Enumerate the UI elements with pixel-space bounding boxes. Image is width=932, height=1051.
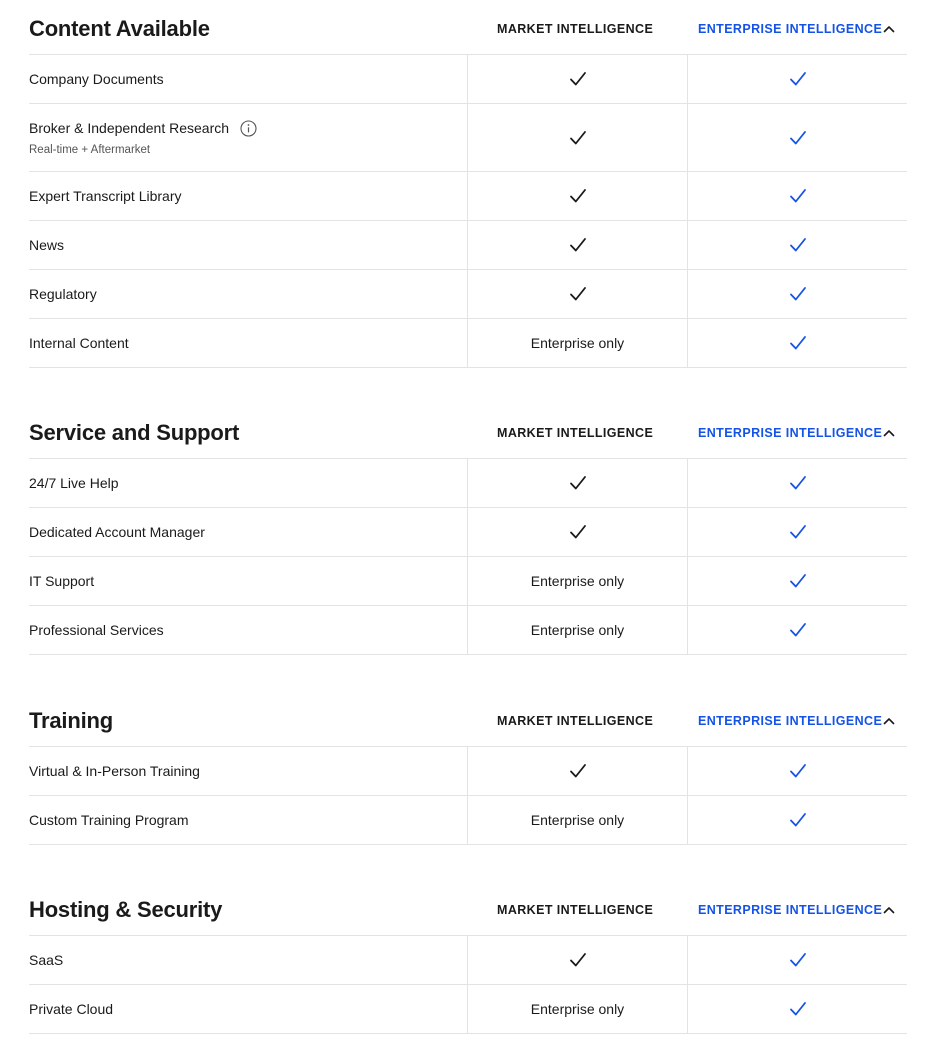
- feature-label: Broker & Independent Research: [29, 120, 230, 136]
- table-row: [29, 936, 907, 985]
- enterprise-intelligence-cell: [687, 557, 907, 605]
- column-header-market-intelligence: MARKET INTELLIGENCE: [497, 714, 654, 728]
- enterprise-intelligence-cell: [687, 796, 907, 844]
- comparison-section: [29, 692, 907, 845]
- check-icon: [789, 524, 807, 540]
- table-row: [29, 319, 907, 368]
- table-row: [29, 508, 907, 557]
- check-icon: [569, 286, 587, 302]
- feature-label: Professional Services: [29, 622, 164, 638]
- enterprise-intelligence-cell: [687, 55, 907, 103]
- market-intelligence-cell: [467, 508, 687, 556]
- feature-label-line: [29, 812, 467, 828]
- check-icon: [789, 130, 807, 146]
- comparison-section: [29, 881, 907, 1034]
- check-icon: [789, 286, 807, 302]
- check-icon: [569, 71, 587, 87]
- table-row: [29, 557, 907, 606]
- column-header-market-intelligence: MARKET INTELLIGENCE: [497, 426, 654, 440]
- feature-label-line: [29, 335, 467, 351]
- table-row: [29, 747, 907, 796]
- section-title: Service and Support: [29, 420, 240, 445]
- section-header: [29, 692, 907, 747]
- feature-label: IT Support: [29, 573, 95, 589]
- market-intelligence-cell: [467, 55, 687, 103]
- feature-cell: [29, 557, 467, 605]
- column-header-enterprise-intelligence: ENTERPRISE INTELLIGENCE: [698, 903, 883, 917]
- enterprise-intelligence-cell: [687, 172, 907, 220]
- enterprise-only-text: Enterprise only: [530, 573, 625, 589]
- check-icon: [789, 335, 807, 351]
- check-icon: [569, 237, 587, 253]
- collapse-chevron-up-icon[interactable]: [881, 713, 897, 729]
- feature-label-line: [29, 188, 467, 204]
- enterprise-intelligence-cell: [687, 104, 907, 171]
- feature-label: Internal Content: [29, 335, 129, 351]
- table-row: [29, 796, 907, 845]
- check-icon: [789, 812, 807, 828]
- section-title: Content Available: [29, 16, 210, 41]
- feature-cell: [29, 985, 467, 1033]
- market-intelligence-cell: [467, 104, 687, 171]
- check-icon: [789, 573, 807, 589]
- feature-cell: [29, 606, 467, 654]
- feature-label: Company Documents: [29, 71, 164, 87]
- column-header-enterprise-intelligence: ENTERPRISE INTELLIGENCE: [698, 426, 883, 440]
- enterprise-intelligence-cell: [687, 459, 907, 507]
- feature-label-line: [29, 120, 467, 137]
- enterprise-intelligence-cell: [687, 221, 907, 269]
- table-row: [29, 172, 907, 221]
- feature-label: Virtual & In-Person Training: [29, 763, 200, 779]
- market-intelligence-cell: [467, 172, 687, 220]
- table-row: [29, 985, 907, 1034]
- feature-label: Expert Transcript Library: [29, 188, 182, 204]
- enterprise-intelligence-cell: [687, 270, 907, 318]
- feature-label: Dedicated Account Manager: [29, 524, 205, 540]
- market-intelligence-cell: [467, 747, 687, 795]
- enterprise-only-text: Enterprise only: [530, 812, 625, 828]
- table-row: [29, 55, 907, 104]
- check-icon: [789, 237, 807, 253]
- section-header: [29, 0, 907, 55]
- check-icon: [789, 952, 807, 968]
- feature-cell: [29, 796, 467, 844]
- feature-sublabel: Real-time + Aftermarket: [29, 143, 151, 156]
- feature-label-line: [29, 475, 467, 491]
- collapse-chevron-up-icon[interactable]: [881, 425, 897, 441]
- check-icon: [569, 524, 587, 540]
- info-icon[interactable]: [240, 120, 257, 137]
- feature-label: Private Cloud: [29, 1001, 114, 1017]
- comparison-section: [29, 404, 907, 655]
- feature-label-line: [29, 622, 467, 638]
- column-header-market-intelligence: MARKET INTELLIGENCE: [497, 22, 654, 36]
- check-icon: [789, 71, 807, 87]
- check-icon: [789, 475, 807, 491]
- market-intelligence-cell: [467, 936, 687, 984]
- feature-label-line: [29, 1001, 467, 1017]
- feature-label-line: [29, 573, 467, 589]
- enterprise-only-text: Enterprise only: [530, 1001, 625, 1017]
- table-row: [29, 104, 907, 172]
- table-row: [29, 459, 907, 508]
- check-icon: [569, 130, 587, 146]
- market-intelligence-cell: [467, 557, 687, 605]
- feature-label: SaaS: [29, 952, 64, 968]
- feature-label: News: [29, 237, 65, 253]
- feature-cell: [29, 459, 467, 507]
- check-icon: [789, 1001, 807, 1017]
- market-intelligence-cell: [467, 606, 687, 654]
- check-icon: [569, 952, 587, 968]
- market-intelligence-cell: [467, 796, 687, 844]
- column-header-enterprise-intelligence: ENTERPRISE INTELLIGENCE: [698, 714, 883, 728]
- enterprise-intelligence-cell: [687, 319, 907, 367]
- feature-cell: [29, 508, 467, 556]
- section-title: Training: [29, 708, 113, 733]
- collapse-chevron-up-icon[interactable]: [881, 902, 897, 918]
- check-icon: [789, 188, 807, 204]
- market-intelligence-cell: [467, 319, 687, 367]
- market-intelligence-cell: [467, 221, 687, 269]
- collapse-chevron-up-icon[interactable]: [881, 21, 897, 37]
- feature-cell: [29, 172, 467, 220]
- feature-cell: [29, 747, 467, 795]
- enterprise-intelligence-cell: [687, 936, 907, 984]
- section-header: [29, 404, 907, 459]
- enterprise-intelligence-cell: [687, 606, 907, 654]
- check-icon: [789, 763, 807, 779]
- feature-label-line: [29, 524, 467, 540]
- feature-cell: [29, 270, 467, 318]
- feature-label: 24/7 Live Help: [29, 475, 119, 491]
- enterprise-intelligence-cell: [687, 985, 907, 1033]
- table-row: [29, 606, 907, 655]
- market-intelligence-cell: [467, 985, 687, 1033]
- table-row: [29, 270, 907, 319]
- feature-cell: [29, 221, 467, 269]
- feature-cell: [29, 936, 467, 984]
- column-header-market-intelligence: MARKET INTELLIGENCE: [497, 903, 654, 917]
- feature-cell: [29, 319, 467, 367]
- section-title: Hosting & Security: [29, 897, 223, 922]
- feature-label: Custom Training Program: [29, 812, 189, 828]
- section-header: [29, 881, 907, 936]
- feature-cell: [29, 55, 467, 103]
- feature-label-line: [29, 71, 467, 87]
- enterprise-intelligence-cell: [687, 747, 907, 795]
- table-row: [29, 221, 907, 270]
- check-icon: [569, 763, 587, 779]
- feature-cell: [29, 104, 467, 171]
- enterprise-only-text: Enterprise only: [530, 622, 625, 638]
- comparison-section: [29, 0, 907, 368]
- market-intelligence-cell: [467, 459, 687, 507]
- feature-label-line: [29, 763, 467, 779]
- check-icon: [569, 475, 587, 491]
- enterprise-only-text: Enterprise only: [530, 335, 625, 351]
- column-header-enterprise-intelligence: ENTERPRISE INTELLIGENCE: [698, 22, 883, 36]
- check-icon: [789, 622, 807, 638]
- check-icon: [569, 188, 587, 204]
- feature-label-line: [29, 952, 467, 968]
- market-intelligence-cell: [467, 270, 687, 318]
- enterprise-intelligence-cell: [687, 508, 907, 556]
- feature-label-line: [29, 237, 467, 253]
- feature-label-line: [29, 286, 467, 302]
- feature-label: Regulatory: [29, 286, 97, 302]
